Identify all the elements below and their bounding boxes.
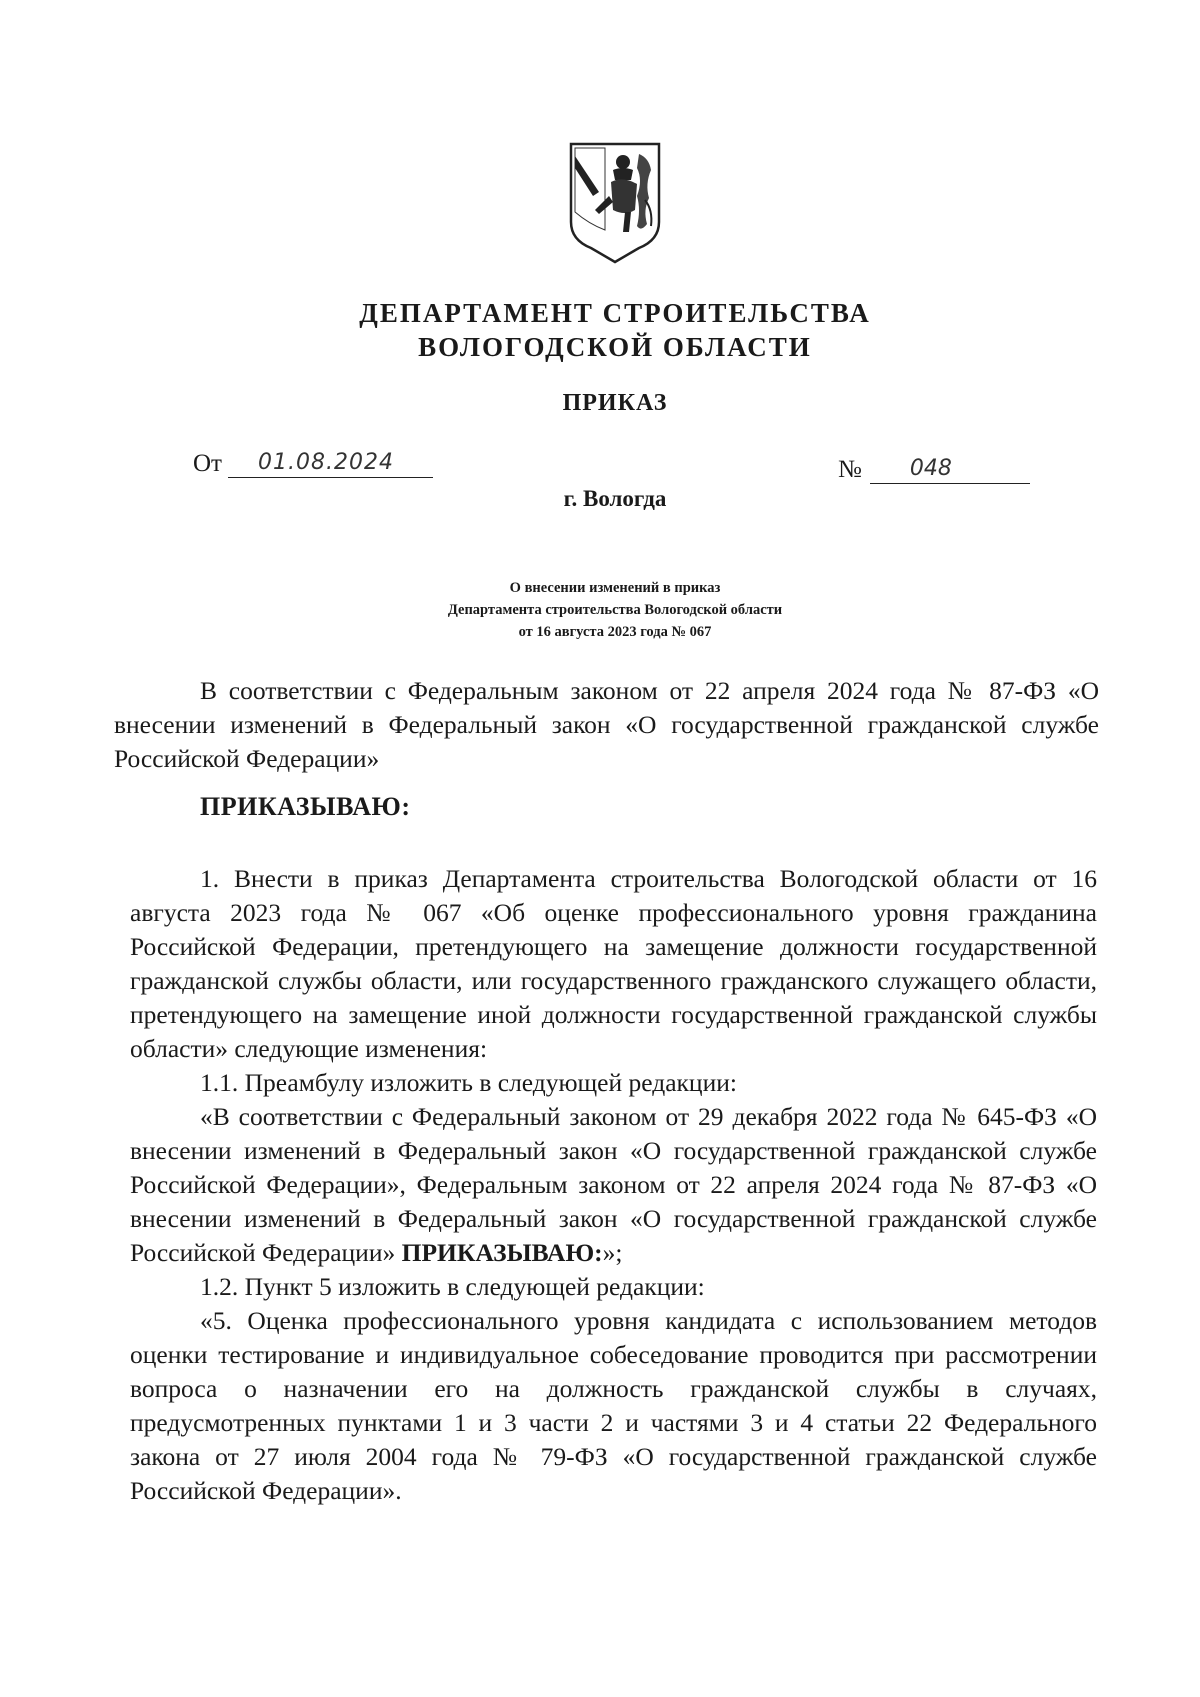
number-field [838,456,1030,484]
department-name-line2: ВОЛОГОДСКОЙ ОБЛАСТИ [418,332,812,362]
date-field [193,450,433,478]
subject-line1: О внесении изменений в приказ [509,580,721,596]
number-prefix: № [838,456,862,483]
item-1: 1. Внести в приказ Департамента строительства Вологодской области от 16 августа 2023 года № 067 «Об оценке профессионального уровня гражданина Российской Федерации, претендующего на замещение должности государственной гражданской службы области, или государственного гражданского служащего области, претендующего на замещение иной должности государственной гражданской службы области» следующие изменения: [130,864,1097,1063]
item-1-1-end: »; [602,1238,623,1267]
order-heading: ПРИКАЗЫВАЮ: [200,792,411,821]
intro-paragraph [114,674,1099,776]
intro-text: В соответствии с Федеральным законом от 22 апреля 2024 года № 87-ФЗ «О внесении изменений в Федеральный закон «О государственной гражданской службе Российской Федерации» [114,676,1099,773]
coat-of-arms-emblem [565,140,665,268]
item-1-1: 1.1. Преамбулу изложить в следующей редакции: [200,1068,737,1097]
main-body [130,862,1097,1508]
item-1-2: 1.2. Пункт 5 изложить в следующей редакции: [200,1272,705,1301]
item-1-1-text [130,1100,1097,1270]
city-label: г. Вологда [563,486,667,511]
item-1-1-quote: «В соответствии с Федеральный законом от 29 декабря 2022 года № 645-ФЗ «О внесении изменений в Федеральный закон «О государственной гражданской службе Российской Федерации», Федеральным законом от 22 апреля 2024 года № 87-ФЗ «О внесении изменений в Федеральный закон «О государственной гражданской службе Российской Федерации» [130,1102,1097,1267]
item-1-1-order-word: ПРИКАЗЫВАЮ: [401,1238,603,1267]
document-type-title: ПРИКАЗ [562,390,668,416]
subject-line2: Департамента строительства Вологодской области [447,602,783,618]
date-prefix: От [193,450,222,477]
subject-line3: от 16 августа 2023 года № 067 [518,624,712,640]
number-handwritten: 048 [870,456,1030,484]
date-handwritten: 01.08.2024 [228,450,433,478]
department-name-line1: ДЕПАРТАМЕНТ СТРОИТЕЛЬСТВА [359,298,871,328]
item-1-2-text: «5. Оценка профессионального уровня кандидата с использованием методов оценки тестирование и индивидуальное собеседование проводится при рассмотрении вопроса о назначении его на должность гражданской службы в случаях, предусмотренных пунктами 1 и 3 части 2 и частями 3 и 4 статьи 22 Федерального закона от 27 июля 2004 года № 79-ФЗ «О государственной гражданской службе Российской Федерации». [130,1306,1097,1505]
